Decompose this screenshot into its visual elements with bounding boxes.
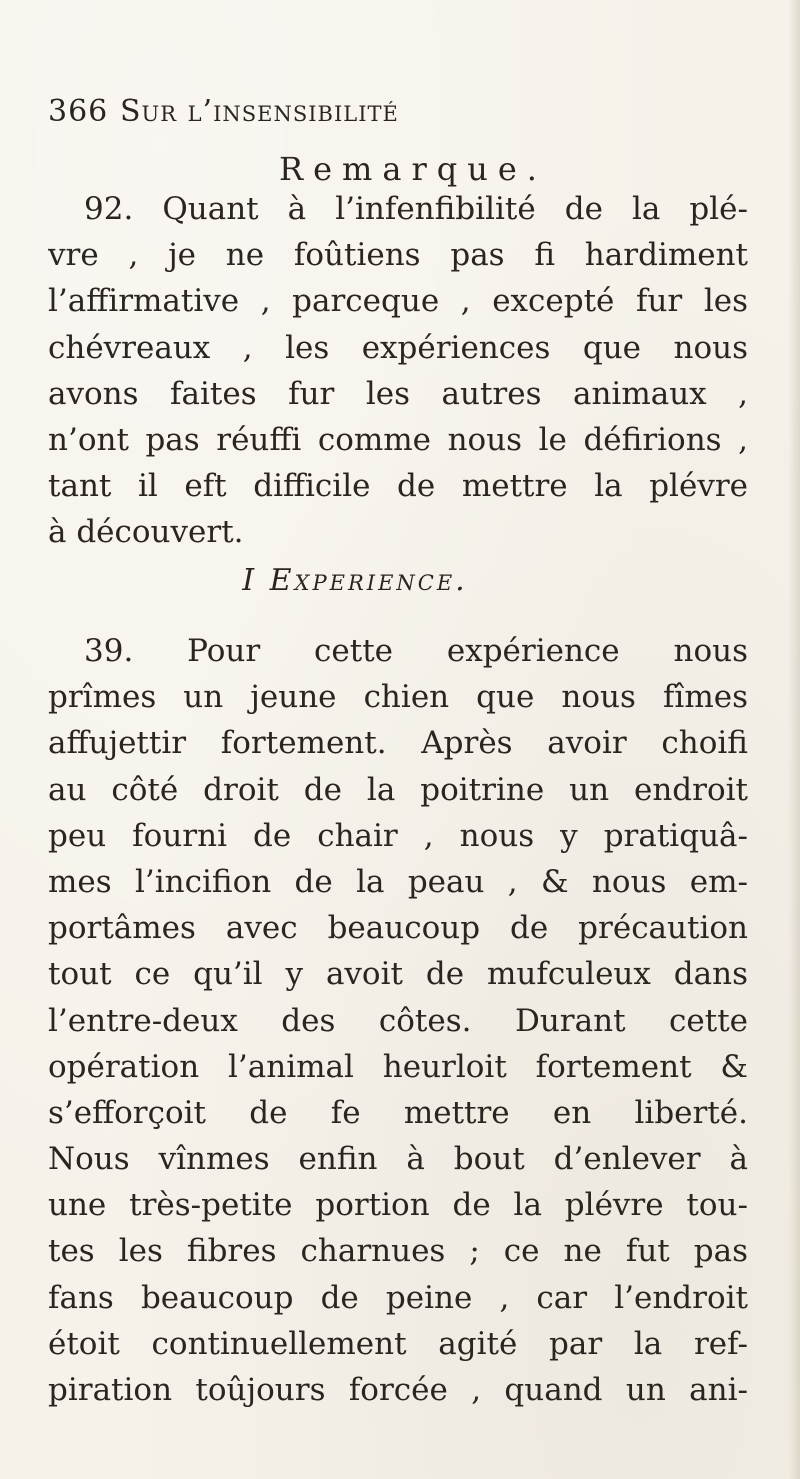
- text-line: au côté droit de la poitrine un endroit: [48, 771, 748, 808]
- text-line: opération l’animal heurloit fortement &: [48, 1048, 748, 1085]
- text-line: mes l’incifion de la peau , & nous em-: [48, 863, 748, 900]
- text-line: une très-petite portion de la plévre tou-: [48, 1187, 748, 1224]
- text-line: Nous vînmes enfin à bout d’enlever à: [48, 1141, 748, 1178]
- text-line: l’affirmative , parceque , excepté fur les: [48, 283, 748, 320]
- text-line: tes les fibres charnues ; ce ne fut pas: [48, 1233, 748, 1270]
- text-line: s’efforçoit de fe mettre en liberté.: [48, 1094, 748, 1131]
- text-line: piration toûjours forcée , quand un ani-: [48, 1372, 748, 1408]
- experience-heading: I Experience.: [242, 563, 468, 598]
- text-line: affujettir fortement. Après avoir choifi: [48, 725, 748, 762]
- text-line: fans beaucoup de peine , car l’endroit: [48, 1279, 748, 1316]
- text-line: tout ce qu’il y avoit de mufculeux dans: [48, 956, 748, 993]
- text-line: l’entre-deux des côtes. Durant cette: [48, 1002, 748, 1039]
- running-title: Sur l’insensibilité: [120, 94, 399, 129]
- remark-paragraph: [48, 186, 748, 556]
- page-edge-shadow: [788, 0, 800, 1479]
- running-header: [48, 94, 748, 144]
- text-line: 39. Pour cette expérience nous: [84, 633, 748, 669]
- remark-heading: Remarque.: [279, 150, 547, 188]
- text-line: avons faites fur les autres animaux ,: [48, 375, 748, 412]
- text-line: n’ont pas réuffi comme nous le défirions ,: [48, 421, 748, 458]
- page-number: 366: [48, 94, 109, 129]
- text-line: peu fourni de chair , nous y pratiquâ-: [48, 817, 748, 854]
- text-line: tant il eft difficile de mettre la plévre: [48, 468, 748, 505]
- text-line: étoit continuellement agité par la ref-: [48, 1325, 748, 1362]
- text-line: 92. Quant à l’infenfibilité de la plé-: [84, 191, 748, 227]
- text-line: à découvert.: [48, 514, 244, 551]
- text-line: vre , je ne foûtiens pas fi hardiment: [48, 237, 748, 274]
- text-line: chévreaux , les expériences que nous: [48, 329, 748, 366]
- experience-paragraph: [48, 628, 748, 1413]
- text-line: portâmes avec beaucoup de précaution: [48, 910, 748, 947]
- text-line: prîmes un jeune chien que nous fîmes: [48, 679, 748, 716]
